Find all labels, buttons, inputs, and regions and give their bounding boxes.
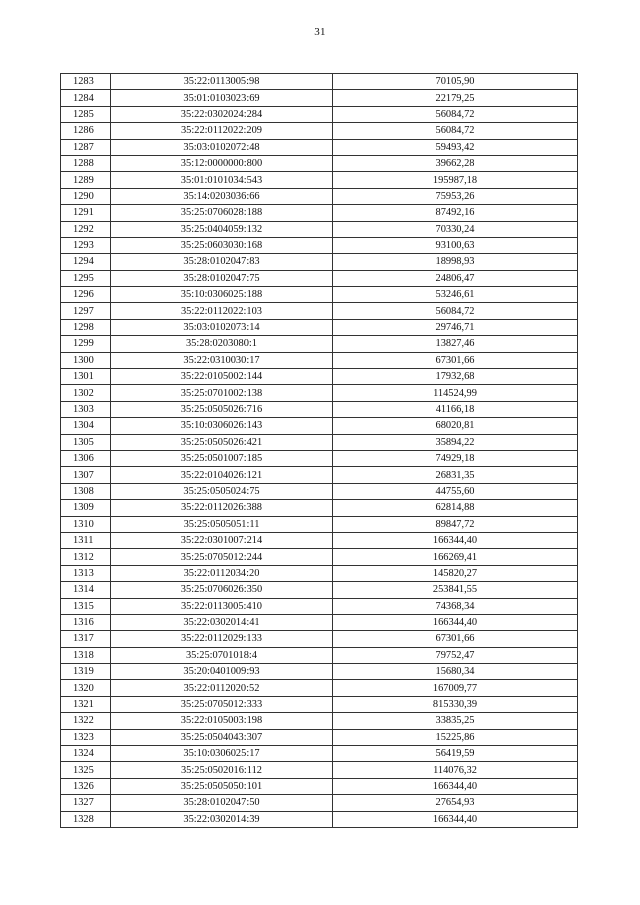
cadastral-number-cell: 35:12:0000000:800 bbox=[111, 155, 333, 171]
table-row bbox=[61, 74, 578, 90]
cadastral-number-cell: 35:22:0112022:209 bbox=[111, 123, 333, 139]
page-number: 31 bbox=[314, 26, 326, 38]
row-number-cell: 1316 bbox=[61, 614, 111, 630]
cadastral-value-cell: 114076,32 bbox=[333, 762, 578, 778]
table-row bbox=[61, 123, 578, 139]
row-number-cell: 1314 bbox=[61, 582, 111, 598]
row-number-cell: 1315 bbox=[61, 598, 111, 614]
row-number-cell: 1305 bbox=[61, 434, 111, 450]
cadastral-value-cell: 35894,22 bbox=[333, 434, 578, 450]
table-row bbox=[61, 319, 578, 335]
cadastral-value-cell: 166344,40 bbox=[333, 614, 578, 630]
row-number-cell: 1306 bbox=[61, 450, 111, 466]
row-number-cell: 1308 bbox=[61, 483, 111, 499]
table-row bbox=[61, 270, 578, 286]
row-number-cell: 1317 bbox=[61, 631, 111, 647]
table-row bbox=[61, 778, 578, 794]
row-number-cell: 1292 bbox=[61, 221, 111, 237]
cadastral-number-cell: 35:10:0306025:17 bbox=[111, 746, 333, 762]
cadastral-value-cell: 56084,72 bbox=[333, 303, 578, 319]
cadastral-number-cell: 35:20:0401009:93 bbox=[111, 664, 333, 680]
table-row bbox=[61, 205, 578, 221]
cadastral-value-cell: 59493,42 bbox=[333, 139, 578, 155]
table-row bbox=[61, 729, 578, 745]
cadastral-number-cell: 35:22:0112020:52 bbox=[111, 680, 333, 696]
table-row bbox=[61, 582, 578, 598]
row-number-cell: 1325 bbox=[61, 762, 111, 778]
cadastral-value-cell: 195987,18 bbox=[333, 172, 578, 188]
cadastral-number-cell: 35:22:0302024:284 bbox=[111, 106, 333, 122]
cadastral-value-cell: 44755,60 bbox=[333, 483, 578, 499]
cadastral-number-cell: 35:03:0102072:48 bbox=[111, 139, 333, 155]
cadastral-value-cell: 62814,88 bbox=[333, 500, 578, 516]
row-number-cell: 1298 bbox=[61, 319, 111, 335]
cadastral-value-cell: 41166,18 bbox=[333, 401, 578, 417]
cadastral-number-cell: 35:25:0706026:350 bbox=[111, 582, 333, 598]
table-row bbox=[61, 532, 578, 548]
row-number-cell: 1320 bbox=[61, 680, 111, 696]
row-number-cell: 1300 bbox=[61, 352, 111, 368]
table-row bbox=[61, 254, 578, 270]
table-row bbox=[61, 598, 578, 614]
row-number-cell: 1287 bbox=[61, 139, 111, 155]
cadastral-number-cell: 35:25:0505026:421 bbox=[111, 434, 333, 450]
table-row bbox=[61, 565, 578, 581]
cadastral-value-cell: 93100,63 bbox=[333, 237, 578, 253]
cadastral-value-cell: 74929,18 bbox=[333, 450, 578, 466]
row-number-cell: 1310 bbox=[61, 516, 111, 532]
cadastral-value-cell: 39662,28 bbox=[333, 155, 578, 171]
table-row bbox=[61, 287, 578, 303]
table-row bbox=[61, 500, 578, 516]
row-number-cell: 1304 bbox=[61, 418, 111, 434]
cadastral-value-cell: 33835,25 bbox=[333, 713, 578, 729]
cadastral-value-cell: 74368,34 bbox=[333, 598, 578, 614]
table-row bbox=[61, 369, 578, 385]
table-row bbox=[61, 155, 578, 171]
row-number-cell: 1284 bbox=[61, 90, 111, 106]
cadastral-value-cell: 166269,41 bbox=[333, 549, 578, 565]
cadastral-value-cell: 56084,72 bbox=[333, 106, 578, 122]
cadastral-number-cell: 35:25:0705012:333 bbox=[111, 696, 333, 712]
cadastral-number-cell: 35:14:0203036:66 bbox=[111, 188, 333, 204]
table-row bbox=[61, 401, 578, 417]
table-row bbox=[61, 336, 578, 352]
cadastral-number-cell: 35:22:0105002:144 bbox=[111, 369, 333, 385]
cadastral-number-cell: 35:22:0112034:20 bbox=[111, 565, 333, 581]
row-number-cell: 1299 bbox=[61, 336, 111, 352]
row-number-cell: 1311 bbox=[61, 532, 111, 548]
cadastral-value-cell: 29746,71 bbox=[333, 319, 578, 335]
row-number-cell: 1312 bbox=[61, 549, 111, 565]
cadastral-number-cell: 35:01:0101034:543 bbox=[111, 172, 333, 188]
cadastral-value-cell: 68020,81 bbox=[333, 418, 578, 434]
cadastral-number-cell: 35:22:0113005:98 bbox=[111, 74, 333, 90]
table-row bbox=[61, 795, 578, 811]
row-number-cell: 1323 bbox=[61, 729, 111, 745]
cadastral-number-cell: 35:25:0502016:112 bbox=[111, 762, 333, 778]
cadastral-number-cell: 35:22:0112022:103 bbox=[111, 303, 333, 319]
cadastral-number-cell: 35:22:0113005:410 bbox=[111, 598, 333, 614]
cadastral-value-cell: 70105,90 bbox=[333, 74, 578, 90]
row-number-cell: 1307 bbox=[61, 467, 111, 483]
row-number-cell: 1322 bbox=[61, 713, 111, 729]
row-number-cell: 1309 bbox=[61, 500, 111, 516]
cadastral-value-cell: 70330,24 bbox=[333, 221, 578, 237]
cadastral-value-cell: 18998,93 bbox=[333, 254, 578, 270]
table-row bbox=[61, 352, 578, 368]
cadastral-number-cell: 35:01:0103023:69 bbox=[111, 90, 333, 106]
row-number-cell: 1327 bbox=[61, 795, 111, 811]
row-number-cell: 1289 bbox=[61, 172, 111, 188]
cadastral-value-cell: 114524,99 bbox=[333, 385, 578, 401]
cadastral-number-cell: 35:28:0102047:50 bbox=[111, 795, 333, 811]
cadastral-number-cell: 35:25:0501007:185 bbox=[111, 450, 333, 466]
cadastral-value-cell: 15680,34 bbox=[333, 664, 578, 680]
table-row bbox=[61, 188, 578, 204]
table-row bbox=[61, 549, 578, 565]
row-number-cell: 1302 bbox=[61, 385, 111, 401]
cadastral-number-cell: 35:10:0306026:143 bbox=[111, 418, 333, 434]
row-number-cell: 1288 bbox=[61, 155, 111, 171]
row-number-cell: 1295 bbox=[61, 270, 111, 286]
cadastral-number-cell: 35:03:0102073:14 bbox=[111, 319, 333, 335]
cadastral-value-cell: 56084,72 bbox=[333, 123, 578, 139]
cadastral-number-cell: 35:25:0504043:307 bbox=[111, 729, 333, 745]
row-number-cell: 1290 bbox=[61, 188, 111, 204]
cadastral-number-cell: 35:22:0104026:121 bbox=[111, 467, 333, 483]
cadastral-number-cell: 35:25:0701018:4 bbox=[111, 647, 333, 663]
cadastral-number-cell: 35:25:0505024:75 bbox=[111, 483, 333, 499]
cadastral-value-cell: 26831,35 bbox=[333, 467, 578, 483]
table-row bbox=[61, 483, 578, 499]
cadastral-number-cell: 35:25:0404059:132 bbox=[111, 221, 333, 237]
cadastral-value-cell: 27654,93 bbox=[333, 795, 578, 811]
row-number-cell: 1297 bbox=[61, 303, 111, 319]
table-row bbox=[61, 172, 578, 188]
cadastral-number-cell: 35:25:0505051:11 bbox=[111, 516, 333, 532]
cadastral-value-cell: 24806,47 bbox=[333, 270, 578, 286]
cadastral-value-cell: 89847,72 bbox=[333, 516, 578, 532]
cadastral-number-cell: 35:25:0505050:101 bbox=[111, 778, 333, 794]
cadastral-value-cell: 22179,25 bbox=[333, 90, 578, 106]
cadastral-number-cell: 35:25:0603030:168 bbox=[111, 237, 333, 253]
row-number-cell: 1283 bbox=[61, 74, 111, 90]
cadastral-value-table bbox=[60, 73, 578, 828]
cadastral-value-cell: 15225,86 bbox=[333, 729, 578, 745]
cadastral-value-cell: 166344,40 bbox=[333, 811, 578, 827]
cadastral-number-cell: 35:22:0302014:39 bbox=[111, 811, 333, 827]
cadastral-number-cell: 35:10:0306025:188 bbox=[111, 287, 333, 303]
table-row bbox=[61, 713, 578, 729]
row-number-cell: 1303 bbox=[61, 401, 111, 417]
cadastral-value-cell: 166344,40 bbox=[333, 778, 578, 794]
cadastral-number-cell: 35:25:0706028:188 bbox=[111, 205, 333, 221]
table-row bbox=[61, 516, 578, 532]
row-number-cell: 1313 bbox=[61, 565, 111, 581]
table-row bbox=[61, 614, 578, 630]
cadastral-number-cell: 35:22:0105003:198 bbox=[111, 713, 333, 729]
cadastral-number-cell: 35:22:0301007:214 bbox=[111, 532, 333, 548]
table-row bbox=[61, 303, 578, 319]
table-row bbox=[61, 696, 578, 712]
table-row bbox=[61, 434, 578, 450]
cadastral-number-cell: 35:25:0705012:244 bbox=[111, 549, 333, 565]
cadastral-number-cell: 35:28:0203080:1 bbox=[111, 336, 333, 352]
cadastral-number-cell: 35:28:0102047:83 bbox=[111, 254, 333, 270]
table-row bbox=[61, 221, 578, 237]
row-number-cell: 1328 bbox=[61, 811, 111, 827]
cadastral-value-cell: 67301,66 bbox=[333, 631, 578, 647]
cadastral-value-cell: 56419,59 bbox=[333, 746, 578, 762]
cadastral-number-cell: 35:25:0701002:138 bbox=[111, 385, 333, 401]
table-row bbox=[61, 811, 578, 827]
table-row bbox=[61, 385, 578, 401]
row-number-cell: 1321 bbox=[61, 696, 111, 712]
table-row bbox=[61, 139, 578, 155]
row-number-cell: 1319 bbox=[61, 664, 111, 680]
table-row bbox=[61, 631, 578, 647]
row-number-cell: 1291 bbox=[61, 205, 111, 221]
table-row bbox=[61, 746, 578, 762]
cadastral-value-cell: 53246,61 bbox=[333, 287, 578, 303]
cadastral-number-cell: 35:28:0102047:75 bbox=[111, 270, 333, 286]
row-number-cell: 1324 bbox=[61, 746, 111, 762]
cadastral-value-cell: 253841,55 bbox=[333, 582, 578, 598]
cadastral-value-cell: 13827,46 bbox=[333, 336, 578, 352]
cadastral-value-cell: 79752,47 bbox=[333, 647, 578, 663]
row-number-cell: 1285 bbox=[61, 106, 111, 122]
row-number-cell: 1296 bbox=[61, 287, 111, 303]
table-row bbox=[61, 418, 578, 434]
cadastral-number-cell: 35:22:0112029:133 bbox=[111, 631, 333, 647]
table-row bbox=[61, 762, 578, 778]
row-number-cell: 1318 bbox=[61, 647, 111, 663]
table-row bbox=[61, 664, 578, 680]
cadastral-value-cell: 166344,40 bbox=[333, 532, 578, 548]
cadastral-number-cell: 35:22:0310030:17 bbox=[111, 352, 333, 368]
table-row bbox=[61, 450, 578, 466]
cadastral-number-cell: 35:25:0505026:716 bbox=[111, 401, 333, 417]
table-row bbox=[61, 106, 578, 122]
row-number-cell: 1286 bbox=[61, 123, 111, 139]
cadastral-value-cell: 167009,77 bbox=[333, 680, 578, 696]
table-row bbox=[61, 90, 578, 106]
cadastral-number-cell: 35:22:0302014:41 bbox=[111, 614, 333, 630]
cadastral-value-cell: 67301,66 bbox=[333, 352, 578, 368]
cadastral-value-cell: 87492,16 bbox=[333, 205, 578, 221]
cadastral-value-cell: 145820,27 bbox=[333, 565, 578, 581]
cadastral-number-cell: 35:22:0112026:388 bbox=[111, 500, 333, 516]
row-number-cell: 1294 bbox=[61, 254, 111, 270]
cadastral-value-cell: 75953,26 bbox=[333, 188, 578, 204]
cadastral-value-cell: 815330,39 bbox=[333, 696, 578, 712]
table-row bbox=[61, 680, 578, 696]
cadastral-value-cell: 17932,68 bbox=[333, 369, 578, 385]
row-number-cell: 1326 bbox=[61, 778, 111, 794]
table-row bbox=[61, 237, 578, 253]
row-number-cell: 1301 bbox=[61, 369, 111, 385]
row-number-cell: 1293 bbox=[61, 237, 111, 253]
table-row bbox=[61, 467, 578, 483]
table-row bbox=[61, 647, 578, 663]
table-body bbox=[61, 74, 578, 828]
